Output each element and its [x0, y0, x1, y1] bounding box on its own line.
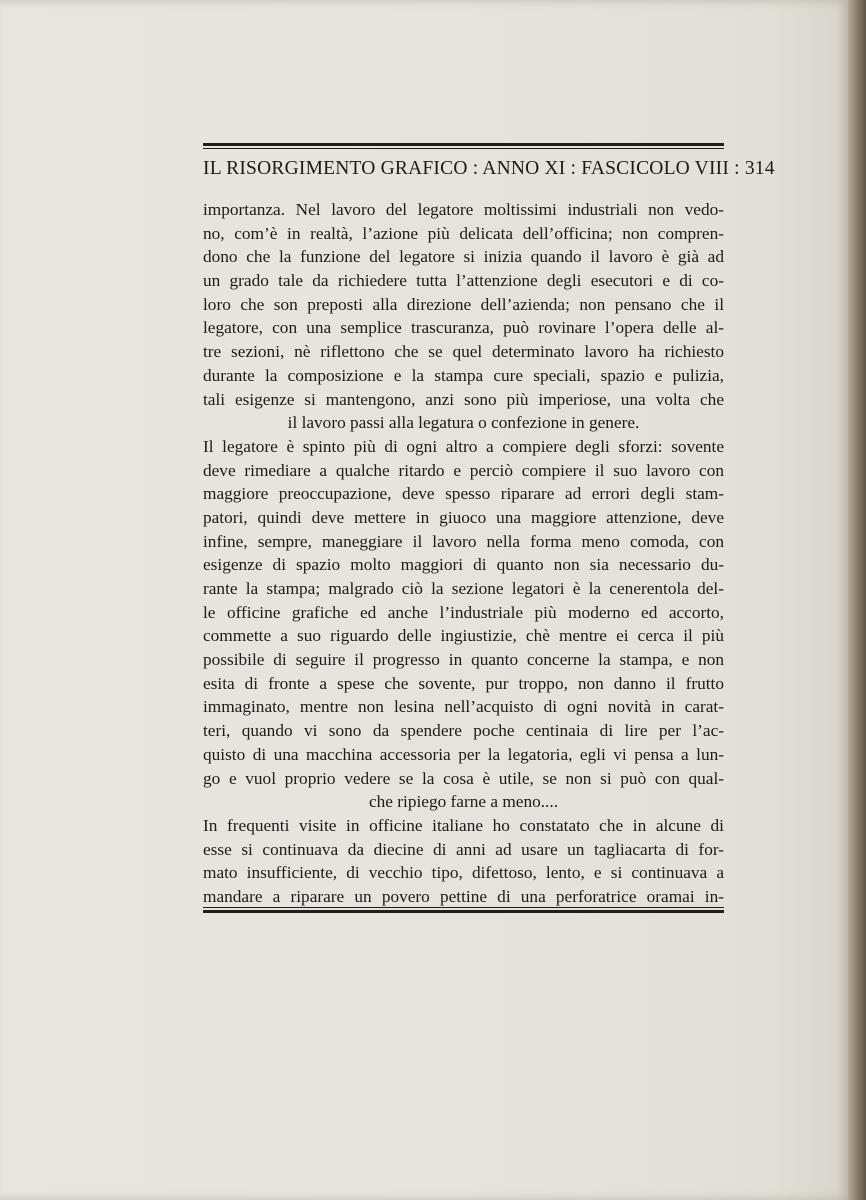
text-line: go e vuol proprio vedere se la cosa è utile, se non si può con qual- [203, 768, 724, 788]
text-line: immaginato, mentre non lesina nell’acquisto di ogni novità in carat- [203, 697, 724, 717]
text-line: mato insufficiente, di vecchio tipo, difettoso, lento, e si continuava a [203, 863, 724, 883]
running-head: IL RISORGIMENTO GRAFICO : ANNO XI : FASCICOLO VIII : 314 [203, 158, 775, 179]
text-line: che ripiego farne a meno.... [368, 792, 559, 812]
text-line: tali esigenze si mantengono, anzi sono più imperiose, una volta che [203, 389, 724, 409]
text-line: quisto di una macchina accessoria per la legatoria, egli vi pensa a lun- [203, 744, 724, 764]
text-line: commette a suo riguardo delle ingiustizie, chè mentre ei cerca il più [203, 626, 724, 646]
text-line: tre sezioni, nè riflettono che se quel determinato lavoro ha richiesto [203, 342, 724, 362]
text-line: infine, sempre, maneggiare il lavoro nella forma meno comoda, con [203, 531, 724, 551]
text-line: importanza. Nel lavoro del legatore moltissimi industriali non vedo- [203, 200, 724, 219]
text-line: un grado tale da richiedere tutta l’attenzione degli esecutori e di co- [203, 271, 724, 291]
text-line: dono che la funzione del legatore si inizia quando il lavoro è già ad [203, 247, 724, 267]
text-line: loro che son preposti alla direzione dell’azienda; non pensano che il [203, 294, 724, 314]
text-line: no, com’è in realtà, l’azione più delicata dell’officina; non compren- [203, 223, 724, 243]
body-text [203, 198, 724, 909]
text-line: durante la composizione e la stampa cure speciali, spazio e pulizia, [203, 365, 724, 385]
top-double-rule [203, 143, 724, 149]
text-line: esita di fronte a spese che sovente, pur troppo, non danno il frutto [203, 673, 724, 693]
text-line: possibile di seguire il progresso in quanto concerne la stampa, e non [203, 650, 724, 670]
text-line: esigenze di spazio molto maggiori di quanto non sia necessario du- [203, 555, 724, 575]
text-line: rante la stampa; malgrado ciò la sezione legatori è la cenerentola del- [203, 579, 724, 598]
text-line: Il legatore è spinto più di ogni altro a compiere degli sforzi: sovente [203, 436, 724, 456]
text-line: mandare a riparare un povero pettine di una perforatrice oramai in- [203, 886, 724, 906]
text-line: maggiore preoccupazione, deve spesso riparare ad errori degli stam- [203, 484, 724, 504]
text-line: deve rimediare a qualche ritardo e perciò compiere il suo lavoro con [203, 460, 724, 480]
text-line: teri, quando vi sono da spendere poche centinaia di lire per l’ac- [203, 721, 724, 741]
text-line: esse si continuava da diecine di anni ad usare un tagliacarta di for- [203, 839, 724, 859]
page-edge [848, 0, 866, 1200]
text-line: le officine grafiche ed anche l’industriale più moderno ed accorto, [203, 602, 724, 622]
text-line: legatore, con una semplice trascuranza, può rovinare l’opera delle al- [203, 318, 724, 338]
bottom-double-rule [203, 907, 724, 913]
text-line: patori, quindi deve mettere in giuoco una maggiore attenzione, deve [203, 507, 724, 527]
text-line: In frequenti visite in officine italiane ho constatato che in alcune di [203, 815, 724, 835]
text-line: il lavoro passi alla legatura o confezione in genere. [287, 413, 640, 433]
